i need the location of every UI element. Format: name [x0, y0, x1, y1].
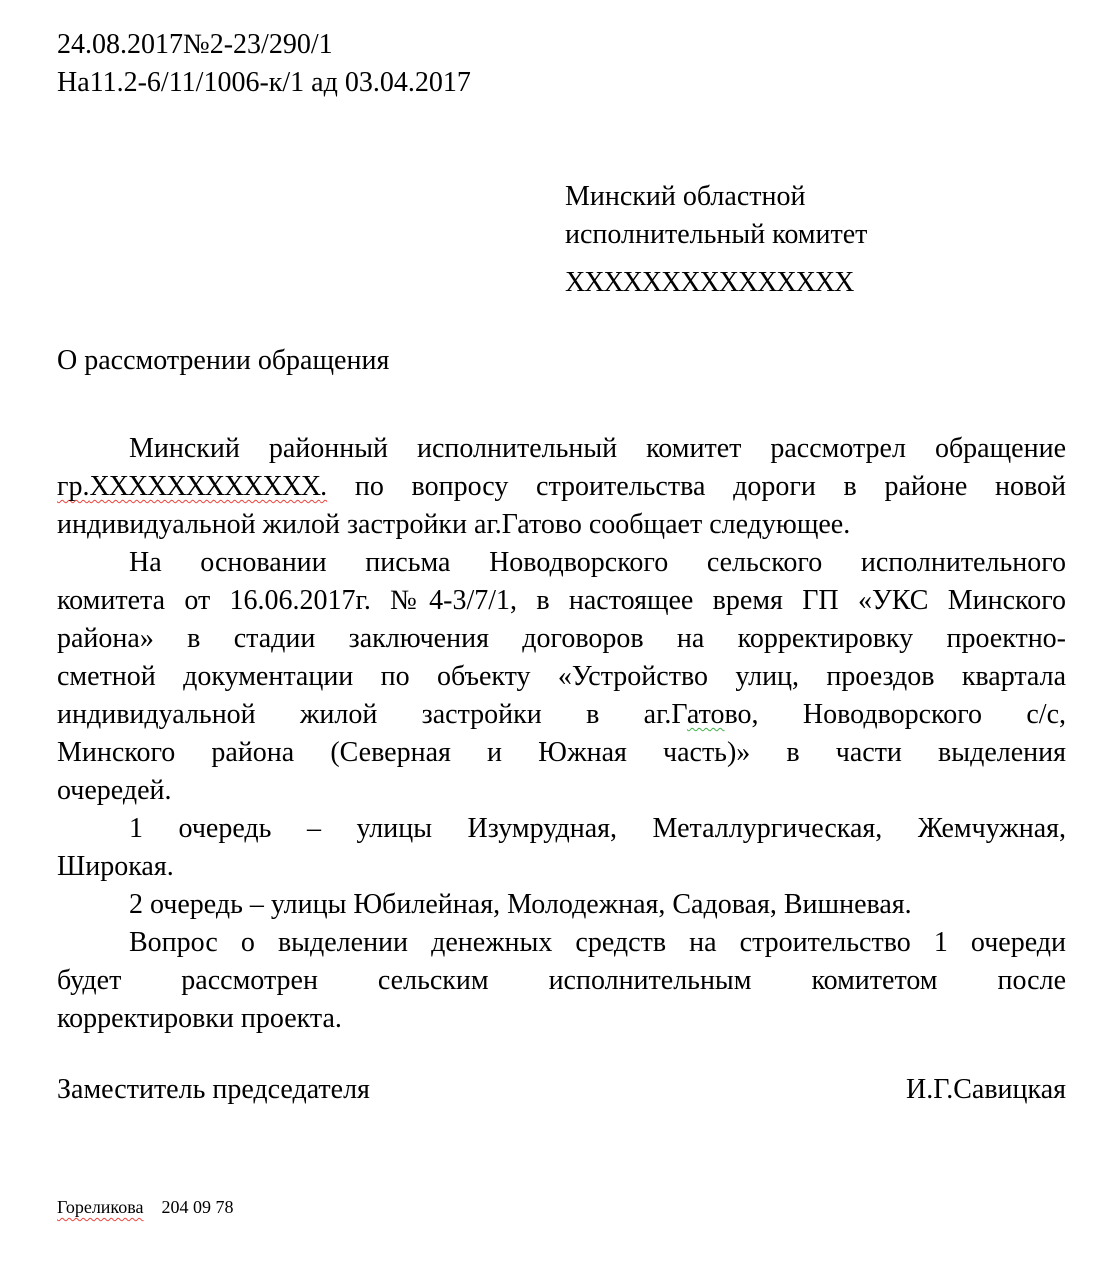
body-line	[57, 544, 1066, 582]
text-segment: индивидуальной жилой застройки аг.Гатово сообщает следующее.	[57, 509, 851, 540]
text-segment: гр.	[57, 471, 90, 502]
body-line	[57, 810, 1066, 848]
text-segment: Широкая.	[57, 851, 174, 882]
text-segment: корректировки проекта.	[57, 1003, 342, 1034]
body-line	[57, 620, 1066, 658]
signature-name: И.Г.Савицкая	[905, 1074, 1066, 1105]
reference-block	[57, 26, 1066, 102]
masked-citizen-name: ХХХХХХХХХХХХ	[89, 471, 321, 502]
body-line	[57, 772, 1066, 810]
text-segment: района» в стадии заключения договоров на корректировку проектно-	[57, 623, 1066, 654]
text-segment: будет рассмотрен сельским исполнительным комитетом после	[57, 965, 1066, 996]
text-segment: На основании письма Новодворского сельского исполнительного	[129, 547, 1066, 578]
text-segment: по вопросу строительства дороги в районе новой	[327, 471, 1066, 502]
body-line	[57, 848, 1066, 886]
signature-position: Заместитель председателя	[57, 1074, 370, 1105]
incoming-ref: На11.2-6/11/1006-к/1 ад 03.04.2017	[57, 67, 471, 98]
addressee-block	[565, 178, 1066, 302]
text-segment: ато	[686, 699, 725, 730]
body-line	[57, 1000, 1066, 1038]
text-segment: Минского района (Северная и Южная часть)» в части выделения	[57, 737, 1066, 768]
body-line	[57, 506, 1066, 544]
body-line	[57, 658, 1066, 696]
text-segment: индивидуальной жилой застройки в аг.Г	[57, 699, 687, 730]
body-line	[57, 430, 1066, 468]
body-line	[57, 886, 1066, 924]
signature-block	[57, 1071, 1066, 1109]
addressee-line-2: исполнительный комитет	[565, 219, 868, 250]
text-segment: Минский районный исполнительный комитет рассмотрел обращение	[129, 433, 1066, 464]
text-segment: очередей.	[57, 775, 172, 806]
body-line	[57, 696, 1066, 734]
executor-name: Гореликова	[57, 1197, 144, 1217]
text-segment: комитета от 16.06.2017г. №4-3/7/1, в настоящее время ГП «УКС Минского	[57, 585, 1066, 616]
text-segment: 1 очередь – улицы Изумрудная, Металлургическая, Жемчужная,	[129, 813, 1066, 844]
executor-phone: 204 09 78	[161, 1197, 234, 1217]
document-body	[57, 430, 1066, 1038]
subject-line: О рассмотрении обращения	[57, 345, 390, 376]
body-line	[57, 582, 1066, 620]
outgoing-ref: 24.08.2017№2-23/290/1	[57, 29, 333, 60]
executor-footer	[57, 1195, 1066, 1219]
text-segment: Вопрос о выделении денежных средств на строительство 1 очереди	[129, 927, 1066, 958]
body-line	[57, 734, 1066, 772]
text-segment: 2 очередь – улицы Юбилейная, Молодежная, Садовая, Вишневая.	[129, 889, 912, 920]
text-segment: сметной документации по объекту «Устройство улиц, проездов квартала	[57, 661, 1066, 692]
body-line	[57, 468, 1066, 506]
masked-addressee-name: ХХХХХХХХХХХХХХХ	[565, 267, 854, 298]
body-line	[57, 962, 1066, 1000]
text-segment: .	[320, 471, 328, 502]
text-segment: во, Новодворского с/с,	[724, 699, 1066, 730]
addressee-line-1: Минский областной	[565, 181, 806, 212]
body-line	[57, 924, 1066, 962]
